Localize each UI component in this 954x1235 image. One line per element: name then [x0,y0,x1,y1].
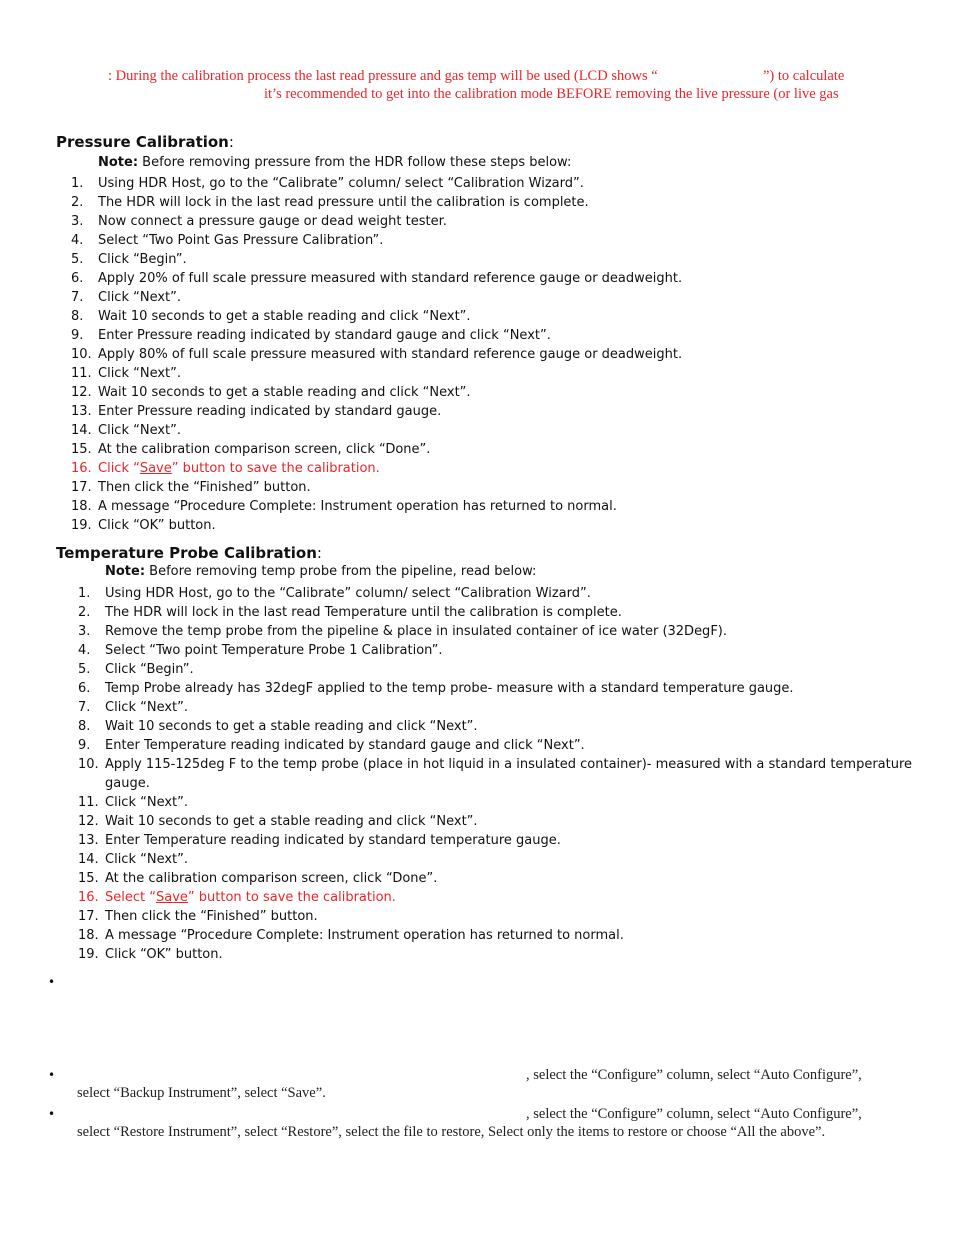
bullet-icon: • [48,975,56,989]
step-text: Then click the “Finished” button. [105,909,318,924]
step-number: 4. [78,643,91,658]
step-text: Wait 10 seconds to get a stable reading and click “Next”. [105,814,478,829]
step-number: 8. [71,309,84,324]
list-item [78,907,938,926]
step-text: Click “Next”. [98,423,181,438]
step-text: The HDR will lock in the last read Temperature until the calibration is complete. [105,605,622,620]
step-text: Apply 115-125deg F to the temp probe (place in hot liquid in a insulated container)- measured with a standard temperature [105,757,913,772]
list-item [71,421,911,440]
step-text: A message “Procedure Complete: Instrument operation has returned to normal. [105,928,624,943]
step-number: 14. [71,423,92,438]
step-text-continued: gauge. [105,776,150,791]
list-item [78,888,938,907]
top-note-line1-end: ”) to calculate [763,68,845,84]
pressure-calibration-heading [56,133,234,151]
pressure-heading-text: Pressure Calibration [56,133,229,151]
step-number: 16. [78,890,99,905]
temperature-note-label: Note: [105,564,146,579]
temperature-note-text: Before removing temp probe from the pipeline, read below: [145,564,537,579]
step-text [98,459,380,478]
list-item [78,679,938,698]
top-note-line1 [108,68,658,85]
list-item [78,698,938,717]
list-item [78,812,938,831]
step-number: 13. [71,404,92,419]
list-item [78,641,938,660]
list-item [78,869,938,888]
step-text: Wait 10 seconds to get a stable reading and click “Next”. [98,385,471,400]
pressure-note [98,155,571,170]
bullet-icon: • [48,1068,56,1082]
list-item [71,440,911,459]
step-text: Wait 10 seconds to get a stable reading and click “Next”. [105,719,478,734]
bullet-icon: • [48,1107,56,1121]
step-text: Now connect a pressure gauge or dead weight tester. [98,214,447,229]
step-text: Click “Next”. [98,290,181,305]
top-note-line1-start: : During the calibration process the last read pressure and gas temp will be used (LCD shows “ [108,68,658,84]
temperature-heading-text: Temperature Probe Calibration [56,544,317,562]
list-item [71,269,911,288]
step-number: 4. [71,233,84,248]
step-number: 17. [78,909,99,924]
step-number: 7. [71,290,84,305]
step-text: Wait 10 seconds to get a stable reading and click “Next”. [98,309,471,324]
step-number: 10. [78,757,99,772]
step-number: 12. [71,385,92,400]
step-text [105,888,396,907]
step-text: Using HDR Host, go to the “Calibrate” column/ select “Calibration Wizard”. [98,176,584,191]
step-number: 18. [78,928,99,943]
step-number: 11. [71,366,92,381]
step-number: 1. [78,586,91,601]
step-text-start: Click “ [98,461,140,476]
list-item [71,459,911,478]
list-item [78,926,938,945]
step-number: 12. [78,814,99,829]
list-item [71,250,911,269]
list-item [71,231,911,250]
step-text: Click “Next”. [98,366,181,381]
top-note-line2: it’s recommended to get into the calibration mode BEFORE removing the live pressure (or live gas [264,86,839,102]
step-number: 17. [71,480,92,495]
list-item [71,402,911,421]
list-item [71,174,911,193]
temperature-note [105,564,536,579]
step-number: 3. [78,624,91,639]
backup-instruction-line2: select “Backup Instrument”, select “Save”. [77,1085,326,1101]
step-text: Enter Temperature reading indicated by standard gauge and click “Next”. [105,738,585,753]
pressure-note-text: Before removing pressure from the HDR follow these steps below: [138,155,572,170]
list-item [78,603,938,622]
step-number: 10. [71,347,92,362]
step-text: Apply 80% of full scale pressure measured with standard reference gauge or deadweight. [98,347,683,362]
list-item [78,717,938,736]
list-item [78,755,938,793]
pressure-note-label: Note: [98,155,139,170]
step-number: 2. [71,195,84,210]
step-number: 5. [71,252,84,267]
step-number: 16. [71,461,92,476]
list-item [78,793,938,812]
step-text-start: Select “ [105,890,156,905]
step-text: Click “OK” button. [105,947,223,962]
step-number: 11. [78,795,99,810]
step-text: Remove the temp probe from the pipeline & place in insulated container of ice water (32DegF). [105,624,727,639]
step-text: Then click the “Finished” button. [98,480,311,495]
list-item [71,383,911,402]
list-item [71,193,911,212]
temperature-heading-colon: : [316,544,322,562]
step-text: Enter Pressure reading indicated by standard gauge. [98,404,442,419]
temperature-calibration-heading [56,544,322,562]
list-item [71,497,911,516]
restore-instruction-line1: , select the “Configure” column, select “Auto Configure”, [526,1106,862,1122]
step-number: 1. [71,176,84,191]
step-text: Click “Next”. [105,852,188,867]
step-number: 9. [78,738,91,753]
list-item [78,831,938,850]
save-keyword: Save [155,890,188,905]
list-item [78,736,938,755]
step-number: 5. [78,662,91,677]
step-text: At the calibration comparison screen, click “Done”. [98,442,431,457]
step-text: Click “Next”. [105,795,188,810]
step-text: Select “Two point Temperature Probe 1 Calibration”. [105,643,443,658]
step-text: Click “Begin”. [105,662,194,677]
step-number: 9. [71,328,84,343]
list-item [71,212,911,231]
list-item [78,622,938,641]
step-number: 15. [71,442,92,457]
step-number: 6. [71,271,84,286]
pressure-steps-list [71,174,911,535]
list-item [71,478,911,497]
step-number: 15. [78,871,99,886]
temperature-steps-list [78,584,938,964]
list-item [78,584,938,603]
backup-instruction-line1: , select the “Configure” column, select “Auto Configure”, [526,1067,862,1083]
list-item [78,660,938,679]
step-text-end: ” button to save the calibration. [187,890,396,905]
list-item [71,345,911,364]
list-item [71,364,911,383]
pressure-heading-colon: : [228,133,234,151]
restore-instruction-line2: select “Restore Instrument”, select “Restore”, select the file to restore, Select only the items to restore or choose “All the above”. [77,1124,826,1140]
list-item [71,288,911,307]
step-text: At the calibration comparison screen, click “Done”. [105,871,438,886]
list-item [78,945,938,964]
step-number: 6. [78,681,91,696]
list-item [71,307,911,326]
step-number: 19. [78,947,99,962]
step-text: A message “Procedure Complete: Instrument operation has returned to normal. [98,499,617,514]
step-text: Click “Next”. [105,700,188,715]
step-text: Apply 20% of full scale pressure measured with standard reference gauge or deadweight. [98,271,683,286]
step-number: 14. [78,852,99,867]
step-text: Select “Two Point Gas Pressure Calibration”. [98,233,384,248]
step-number: 13. [78,833,99,848]
step-number: 2. [78,605,91,620]
list-item [78,850,938,869]
step-text: Enter Pressure reading indicated by standard gauge and click “Next”. [98,328,551,343]
step-number: 18. [71,499,92,514]
list-item [71,516,911,535]
step-text: Click “Begin”. [98,252,187,267]
save-keyword: Save [139,461,172,476]
step-text: Click “OK” button. [98,518,216,533]
step-number: 3. [71,214,84,229]
list-item [71,326,911,345]
step-text: The HDR will lock in the last read pressure until the calibration is complete. [98,195,589,210]
step-text: Temp Probe already has 32degF applied to the temp probe- measure with a standard temperature gauge. [105,681,794,696]
step-text-end: ” button to save the calibration. [171,461,380,476]
step-text: Enter Temperature reading indicated by standard temperature gauge. [105,833,561,848]
step-number: 7. [78,700,91,715]
step-number: 8. [78,719,91,734]
step-number: 19. [71,518,92,533]
step-text: Using HDR Host, go to the “Calibrate” column/ select “Calibration Wizard”. [105,586,591,601]
